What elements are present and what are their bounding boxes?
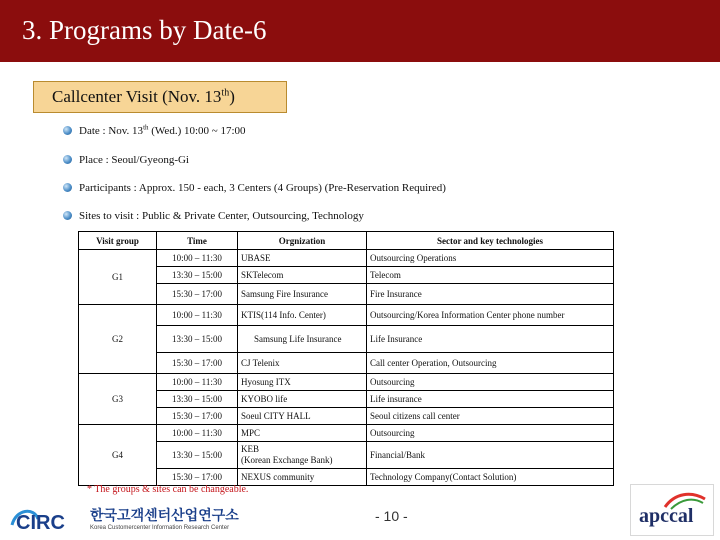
page-title: 3. Programs by Date-6	[22, 15, 267, 45]
group-cell: G1	[79, 250, 157, 305]
circ-english-name: Korea Customercenter Information Research Center	[90, 525, 230, 531]
sector-cell: Seoul citizens call center	[367, 408, 614, 425]
header-time: Time	[157, 232, 238, 250]
org-cell: CJ Telenix	[238, 353, 367, 374]
org-cell: KTIS(114 Info. Center)	[238, 305, 367, 326]
table-row	[79, 391, 614, 408]
bullet-icon	[63, 126, 72, 135]
table-row	[79, 408, 614, 425]
time-cell: 13:30 – 15:00	[157, 267, 238, 284]
page-number: - 10 -	[375, 508, 408, 524]
table-row	[79, 250, 614, 267]
header-sector: Sector and key technologies	[367, 232, 614, 250]
org-cell: Samsung Life Insurance	[238, 326, 367, 353]
sector-cell: Fire Insurance	[367, 284, 614, 305]
footnote: * The groups & sites can be changeable.	[87, 484, 249, 495]
sector-cell: Financial/Bank	[367, 442, 614, 469]
org-cell: MPC	[238, 425, 367, 442]
table-row	[79, 267, 614, 284]
sector-cell: Outsourcing	[367, 374, 614, 391]
table-row	[79, 469, 614, 486]
program-table	[78, 231, 614, 486]
sector-cell: Outsourcing Operations	[367, 250, 614, 267]
bullet-icon	[63, 183, 72, 192]
sector-cell: Telecom	[367, 267, 614, 284]
circ-logo	[8, 503, 239, 537]
bullet-icon	[63, 211, 72, 220]
sector-cell: Outsourcing	[367, 425, 614, 442]
org-cell: Soeul CITY HALL	[238, 408, 367, 425]
time-cell: 15:30 – 17:00	[157, 469, 238, 486]
sector-cell: Outsourcing/Korea Information Center phone number	[367, 305, 614, 326]
sector-cell: Call center Operation, Outsourcing	[367, 353, 614, 374]
table-row	[79, 353, 614, 374]
header-organization: Orgnization	[238, 232, 367, 250]
group-cell: G4	[79, 425, 157, 486]
time-cell: 10:00 – 11:30	[157, 250, 238, 267]
time-cell: 13:30 – 15:00	[157, 326, 238, 353]
sector-cell: Technology Company(Contact Solution)	[367, 469, 614, 486]
table-header-row	[79, 232, 614, 250]
org-cell: UBASE	[238, 250, 367, 267]
section-title: Callcenter Visit (Nov. 13th)	[52, 87, 235, 106]
apccal-wordmark: apccal	[639, 505, 694, 527]
time-cell: 15:30 – 17:00	[157, 284, 238, 305]
org-cell: KYOBO life	[238, 391, 367, 408]
header-visit-group: Visit group	[79, 232, 157, 250]
group-cell: G3	[79, 374, 157, 425]
time-cell: 15:30 – 17:00	[157, 408, 238, 425]
org-cell: KEB (Korean Exchange Bank)	[238, 442, 367, 469]
svg-text:CIRC: CIRC	[16, 512, 65, 533]
time-cell: 13:30 – 15:00	[157, 391, 238, 408]
sector-cell: Life Insurance	[367, 326, 614, 353]
bullet-text: Place : Seoul/Gyeong-Gi	[79, 154, 189, 166]
circ-korean-name: 한국고객센터산업연구소	[90, 508, 239, 524]
org-cell: Hyosung ITX	[238, 374, 367, 391]
table-row	[79, 284, 614, 305]
section-title-box	[33, 81, 287, 113]
table-row	[79, 326, 614, 353]
bullet-text: Date : Nov. 13th (Wed.) 10:00 ~ 17:00	[79, 123, 246, 137]
table-row	[79, 442, 614, 469]
org-cell: Samsung Fire Insurance	[238, 284, 367, 305]
time-cell: 10:00 – 11:30	[157, 305, 238, 326]
apccal-logo	[630, 484, 714, 536]
table-row	[79, 305, 614, 326]
time-cell: 10:00 – 11:30	[157, 425, 238, 442]
group-cell: G2	[79, 305, 157, 374]
sector-cell: Life insurance	[367, 391, 614, 408]
time-cell: 15:30 – 17:00	[157, 353, 238, 374]
time-cell: 13:30 – 15:00	[157, 442, 238, 469]
org-cell: SKTelecom	[238, 267, 367, 284]
table-row	[79, 374, 614, 391]
org-cell: NEXUS community	[238, 469, 367, 486]
time-cell: 10:00 – 11:30	[157, 374, 238, 391]
bullet-text: Sites to visit : Public & Private Center, Outsourcing, Technology	[79, 210, 364, 222]
table-row	[79, 425, 614, 442]
circ-logo-mark	[8, 505, 84, 533]
header-bar	[0, 0, 720, 62]
bullet-icon	[63, 155, 72, 164]
bullet-text: Participants : Approx. 150 - each, 3 Centers (4 Groups) (Pre-Reservation Required)	[79, 182, 446, 194]
